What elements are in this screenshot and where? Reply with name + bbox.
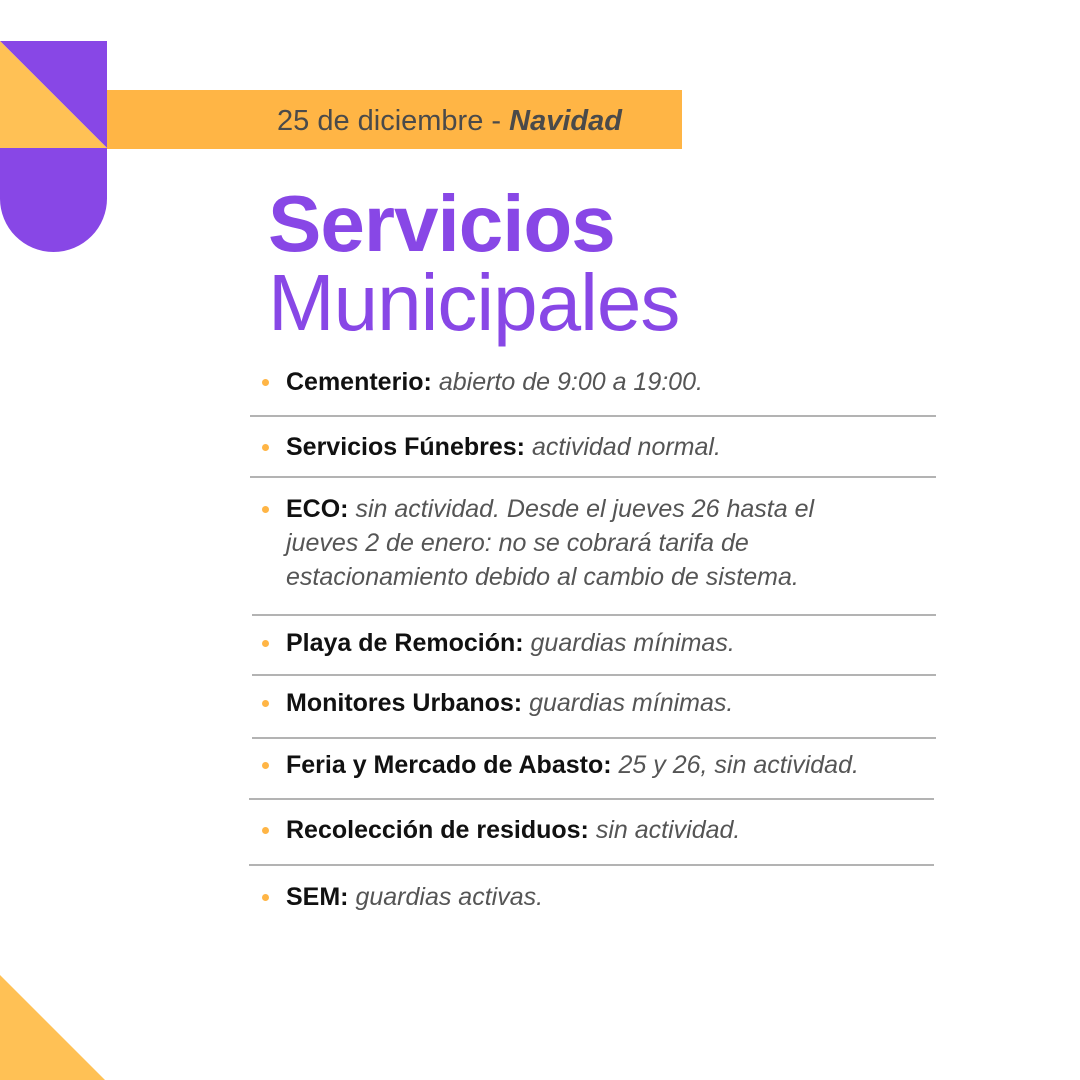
title-municipal: Municipales — [268, 258, 680, 347]
divider — [249, 798, 934, 800]
item-description: guardias mínimas. — [529, 689, 734, 717]
divider — [252, 614, 936, 616]
item-label: SEM: — [286, 883, 349, 911]
bullet-icon — [262, 894, 269, 901]
item-label: Playa de Remoción: — [286, 629, 524, 657]
list-item-playa-remocion — [262, 626, 932, 660]
item-label: Monitores Urbanos: — [286, 689, 523, 717]
bullet-icon — [262, 379, 269, 386]
bullet-icon — [262, 700, 269, 707]
corner-triangle-decoration — [0, 975, 105, 1080]
list-item-sem — [262, 880, 932, 914]
divider — [249, 864, 934, 866]
item-label: ECO: — [286, 495, 349, 523]
bullet-icon — [262, 640, 269, 647]
item-description: guardias activas. — [355, 883, 544, 911]
item-description: sin actividad. — [595, 816, 741, 844]
bullet-icon — [262, 506, 269, 513]
divider — [250, 476, 936, 478]
list-item-monitores — [262, 686, 932, 720]
date-label: 25 de diciembre — [277, 105, 484, 137]
item-description: guardias mínimas. — [530, 629, 735, 657]
logo-shapes — [0, 0, 120, 260]
bullet-icon — [262, 762, 269, 769]
item-description: sin actividad. Desde el jueves 26 hasta el jueves 2 de enero: no se cobrará tarifa de estacionamiento debido al cambio de sistema. — [286, 495, 815, 591]
item-description: 25 y 26, sin actividad. — [618, 751, 859, 779]
list-item-recoleccion — [262, 813, 932, 847]
list-item-feria-mercado — [262, 748, 932, 782]
divider — [252, 674, 936, 676]
divider — [250, 415, 936, 417]
holiday-name: Navidad — [509, 105, 622, 137]
item-label: Cementerio: — [286, 368, 432, 396]
bullet-icon — [262, 444, 269, 451]
list-item-funebres — [262, 430, 932, 464]
date-separator: - — [483, 105, 510, 137]
item-label: Servicios Fúnebres: — [286, 433, 525, 461]
date-heading — [277, 102, 622, 140]
item-label: Recolección de residuos: — [286, 816, 589, 844]
item-label: Feria y Mercado de Abasto: — [286, 751, 612, 779]
bullet-icon — [262, 827, 269, 834]
item-description: abierto de 9:00 a 19:00. — [438, 368, 703, 396]
list-item-eco — [262, 492, 872, 594]
list-item-cementerio — [262, 365, 932, 399]
divider — [252, 737, 936, 739]
item-description: actividad normal. — [531, 433, 721, 461]
title-services: Servicios — [268, 179, 615, 268]
